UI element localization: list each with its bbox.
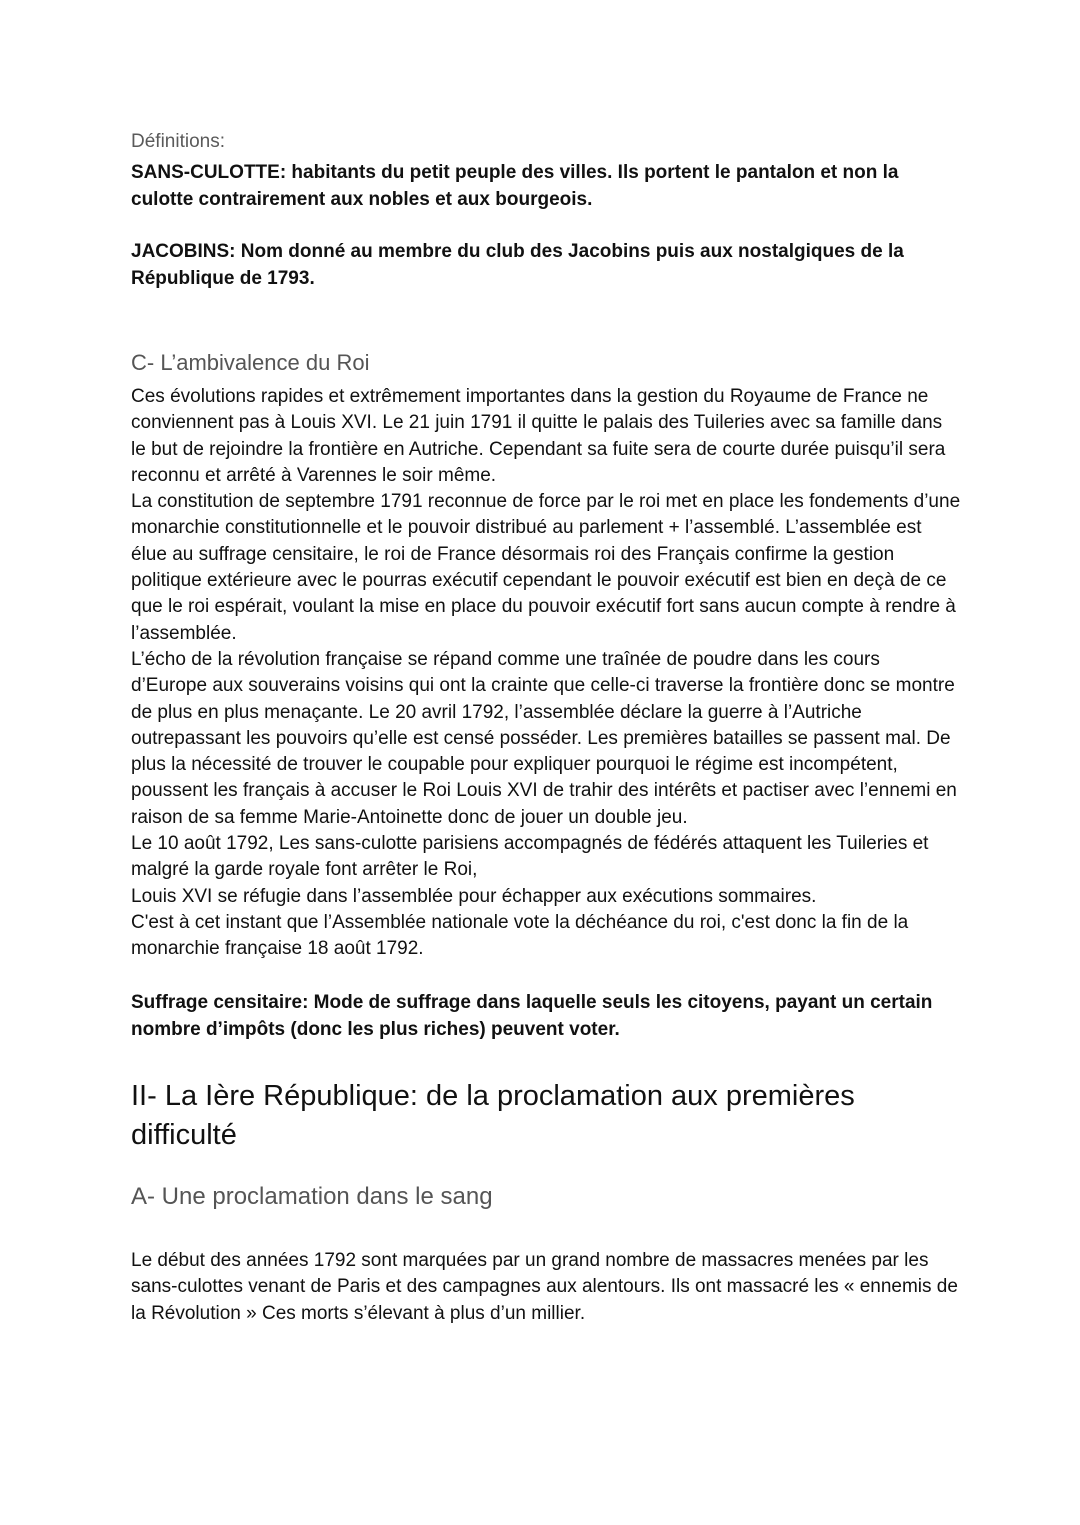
section-c-paragraph-4: Le 10 août 1792, Les sans-culotte parisiens accompagnés de fédérés attaquent les Tuileries et malgré la garde royale font arrêter le Roi,: [131, 833, 929, 881]
section-c-paragraph-6: C'est à cet instant que l’Assemblée nationale vote la déchéance du roi, c'est donc la fin de la monarchie française 18 août 1792.: [131, 911, 909, 960]
section-c-heading: C- L’ambivalence du Roi: [131, 350, 370, 375]
section-ii-a-heading: A- Une proclamation dans le sang: [131, 1182, 493, 1210]
definition-jacobins: JACOBINS: Nom donné au membre du club des Jacobins puis aux nostalgiques de la République de 1793.: [131, 241, 904, 289]
section-ii-a-paragraph: Le début des années 1792 sont marquées par un grand nombre de massacres menées par les sans-culottes venant de Paris et des campagnes aux alentours. Ils ont massacré les « ennemis de la Révolution » Ces morts s’élevant à plus d’un millier.: [131, 1249, 958, 1324]
definition-sans-culotte: SANS-CULOTTE: habitants du petit peuple des villes. Ils portent le pantalon et non la culotte contrairement aux nobles et aux bourgeois.: [131, 162, 899, 210]
section-c-paragraph-1: Ces évolutions rapides et extrêmement importantes dans la gestion du Royaume de France ne conviennent pas à Louis XVI. Le 21 juin 1791 il quitte le palais des Tuileries avec sa famille dans le but de rejoindre la frontière en Autriche. Cependant sa fuite sera de courte durée puisqu’il sera reconnu et arrêté à Varennes le soir même.: [131, 386, 946, 486]
section-c-paragraph-3: L’écho de la révolution française se répand comme une traînée de poudre dans les cours d’Europe aux souverains voisins qui ont la crainte que celle-ci traverse la frontière donc se montre de plus en plus menaçante. Le 20 avril 1792, l’assemblée déclare la guerre à l’Autriche outrepassant les pouvoirs qu’elle est censé posséder. Les premières batailles se passent mal. De plus la nécessité de trouver le coupable pour expliquer pourquoi le régime est incompétent, poussent les français à accuser le Roi Louis XVI de trahir des intérêts et pactiser avec l’ennemi en raison de sa femme Marie-Antoinette donc de jouer un double jeu.: [131, 648, 957, 828]
section-c-paragraph-5: Louis XVI se réfugie dans l’assemblée pour échapper aux exécutions sommaires.: [131, 885, 817, 907]
definitions-label: Définitions:: [131, 131, 225, 152]
definition-suffrage-censitaire: Suffrage censitaire: Mode de suffrage dans laquelle seuls les citoyens, payant un certain nombre d’impôts (donc les plus riches) peuvent voter.: [131, 991, 933, 1040]
spacer: [131, 213, 961, 239]
document-page: [131, 128, 961, 1327]
section-ii-heading: II- La Ière République: de la proclamation aux premières difficulté: [131, 1079, 855, 1151]
section-c-paragraph-2: La constitution de septembre 1791 reconnue de force par le roi met en place les fondements d’une monarchie constitutionnelle et le pouvoir distribué au parlement + l’assemblé. L’assemblée est élue au suffrage censitaire, le roi de France désormais roi des Français confirme la gestion politique extérieure avec le pourras exécutif cependant le pouvoir exécutif est bien en deçà de ce que le roi espérait, voulant la mise en place du pouvoir exécutif fort sans aucun compte à rendre à l’assemblée.: [131, 491, 961, 644]
